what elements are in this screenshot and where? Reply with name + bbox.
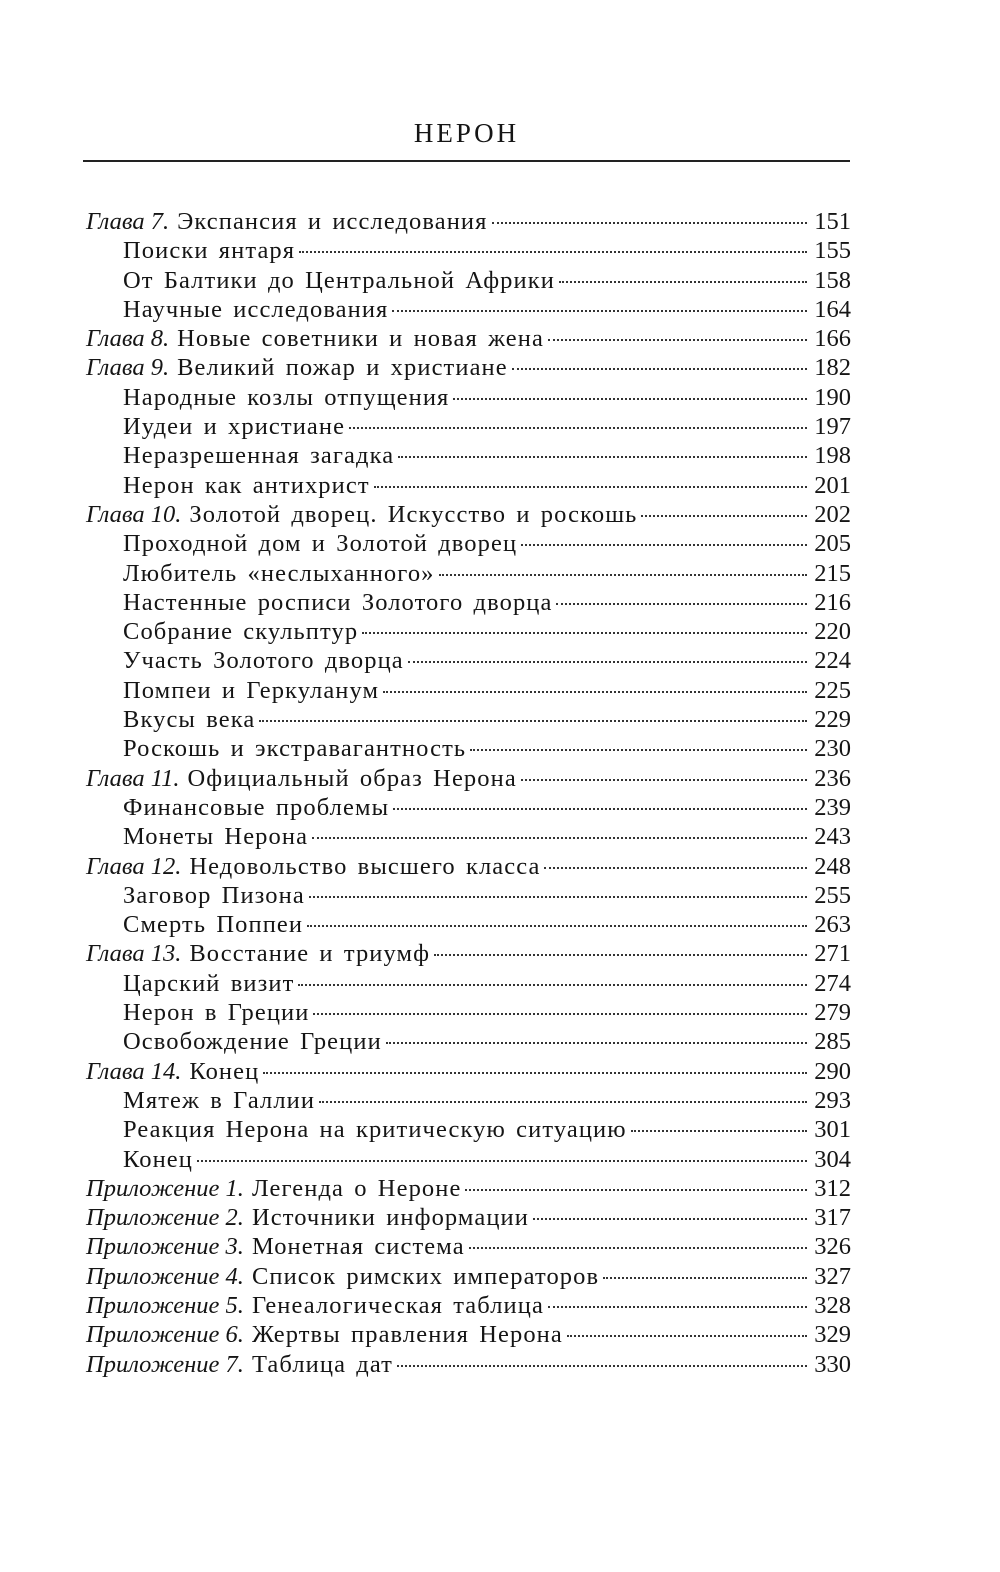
dot-leader [439,574,807,576]
toc-page-number: 328 [814,1291,851,1319]
toc-page-number: 230 [814,735,851,763]
toc-entry-title: Недовольство высшего класса [189,852,541,880]
toc-subentry [86,646,851,675]
toc-entry [86,1203,851,1232]
toc-subentry [86,383,851,412]
dot-leader [392,310,807,312]
dot-leader [408,661,807,663]
dot-leader [548,1306,807,1308]
dot-leader [299,251,807,253]
toc-subentry [86,1086,851,1115]
toc-entry-prefix: Глава 9. [86,354,170,382]
toc-page-number: 271 [814,940,851,968]
toc-page-number: 164 [814,295,851,323]
toc-entry-prefix: Глава 14. [86,1057,182,1085]
toc-entry [86,1057,851,1086]
toc-entry [86,939,851,968]
toc-entry-title: Неразрешенная загадка [123,442,395,470]
toc-page-number: 224 [814,647,851,675]
toc-entry [86,500,851,529]
toc-entry-title: Настенные росписи Золотого дворца [123,588,553,616]
toc-subentry [86,881,851,910]
toc-entry-title: Великий пожар и христиане [177,354,508,382]
toc-entry-prefix: Приложение 2. [86,1204,244,1232]
toc-page-number: 279 [814,999,851,1027]
dot-leader [383,691,807,693]
toc-page-number: 215 [814,559,851,587]
toc-entry-title: Монетная система [251,1233,465,1261]
toc-page-number: 304 [814,1145,851,1173]
toc-entry-prefix: Глава 7. [86,208,170,235]
toc-entry-title: Освобождение Греции [123,1028,382,1056]
toc-entry-title: Нерон в Греции [123,999,310,1027]
toc-entry-prefix: Глава 12. [86,852,182,880]
toc-subentry [86,969,851,998]
toc-entry [86,852,851,881]
toc-entry-title: Собрание скульптур [123,618,359,646]
toc-entry-title: Народные козлы отпущения [123,383,450,411]
table-of-contents [86,207,851,1379]
dot-leader [312,837,807,839]
page-title: НЕРОН [413,118,520,148]
toc-entry [86,764,851,793]
toc-entry-title: Смерть Поппеи [123,911,304,939]
toc-page-number: 274 [814,969,851,997]
toc-subentry [86,793,851,822]
toc-entry-prefix: Приложение 5. [86,1291,244,1319]
toc-page-number: 329 [814,1321,851,1349]
toc-entry-title: Генеалогическая таблица [251,1291,544,1319]
toc-page-number: 317 [814,1204,851,1232]
toc-entry-prefix: Глава 10. [86,500,182,528]
dot-leader [559,281,807,283]
toc-page-number: 190 [814,383,851,411]
dot-leader [319,1101,807,1103]
dot-leader [453,398,807,400]
dot-leader [307,925,807,927]
dot-leader [313,1013,807,1015]
toc-entry-title: Научные исследования [123,295,389,323]
toc-page-number: 330 [814,1350,851,1378]
toc-page-number: 202 [814,500,851,528]
toc-subentry [86,441,851,470]
toc-entry [86,207,851,236]
toc-subentry [86,412,851,441]
toc-entry-title: Жертвы правления Нерона [251,1321,563,1349]
toc-entry-title: Участь Золотого дворца [123,647,404,675]
dot-leader [263,1072,807,1074]
toc-subentry [86,266,851,295]
toc-subentry [86,588,851,617]
toc-subentry [86,998,851,1027]
dot-leader [349,427,807,429]
toc-page-number: 312 [814,1174,851,1202]
dot-leader [398,456,807,458]
dot-leader [521,779,807,781]
toc-entry-title: Официальный образ Нерона [187,764,517,792]
toc-entry-title: Золотой дворец. Искусство и роскошь [189,500,638,528]
dot-leader [603,1277,807,1279]
toc-page-number: 198 [814,442,851,470]
dot-leader [641,515,807,517]
toc-entry-prefix: Приложение 1. [86,1174,244,1202]
toc-entry-title: Нерон как антихрист [123,471,370,499]
toc-page-number: 201 [814,471,851,499]
dot-leader [259,720,807,722]
toc-entry-title: Восстание и триумф [189,940,431,968]
toc-entry-title: Финансовые проблемы [123,793,390,821]
toc-entry-title: Мятеж в Галлии [123,1086,316,1114]
dot-leader [362,632,807,634]
toc-page-number: 220 [814,618,851,646]
toc-entry-title: Конец [123,1145,193,1173]
toc-entry [86,353,851,382]
toc-page-number: 236 [814,764,851,792]
toc-entry-title: Поиски янтаря [123,237,296,265]
dot-leader [533,1218,807,1220]
toc-entry-title: Роскошь и экстравагантность [123,735,467,763]
toc-entry-title: Реакция Нерона на критическую ситуацию [123,1116,627,1144]
dot-leader [492,222,807,224]
toc-page-number: 285 [814,1028,851,1056]
toc-entry-prefix: Приложение 7. [86,1350,244,1378]
toc-entry-title: Источники информации [251,1204,529,1232]
toc-page-number: 248 [814,852,851,880]
toc-subentry [86,295,851,324]
toc-entry-title: Помпеи и Геркуланум [123,676,380,704]
toc-entry [86,1350,851,1379]
toc-page-number: 216 [814,588,851,616]
toc-entry-prefix: Глава 8. [86,325,170,353]
toc-entry-prefix: Приложение 6. [86,1321,244,1349]
dot-leader [309,896,807,898]
dot-leader [397,1365,807,1367]
toc-entry-title: Монеты Нерона [123,823,309,851]
toc-subentry [86,559,851,588]
toc-page-number: 155 [814,237,851,265]
toc-page-number: 290 [814,1057,851,1085]
toc-subentry [86,617,851,646]
toc-subentry [86,236,851,265]
toc-page-number: 327 [814,1262,851,1290]
dot-leader [470,749,807,751]
toc-entry-title: Вкусы века [123,706,256,734]
toc-entry [86,1291,851,1320]
dot-leader [393,808,807,810]
toc-page-number: 229 [814,706,851,734]
toc-entry [86,1262,851,1291]
dot-leader [386,1042,807,1044]
dot-leader [298,984,807,986]
toc-page-number: 225 [814,676,851,704]
toc-subentry [86,1027,851,1056]
toc-entry-title: Таблица дат [251,1350,393,1378]
dot-leader [374,486,807,488]
toc-entry-title: Иудеи и христиане [123,413,346,441]
toc-page-number: 239 [814,793,851,821]
toc-page-number: 166 [814,325,851,353]
toc-page-number: 182 [814,354,851,382]
toc-subentry [86,734,851,763]
toc-entry-title: Царский визит [123,969,295,997]
toc-subentry [86,471,851,500]
toc-entry [86,1320,851,1349]
toc-entry-title: Любитель «неслыханного» [123,559,435,587]
dot-leader [631,1130,807,1132]
toc-entry-prefix: Глава 13. [86,940,182,968]
toc-page-number: 158 [814,266,851,294]
toc-subentry [86,1115,851,1144]
toc-page-number: 197 [814,413,851,441]
toc-entry-prefix: Приложение 3. [86,1233,244,1261]
dot-leader [544,867,807,869]
toc-subentry [86,705,851,734]
dot-leader [434,954,807,956]
toc-subentry [86,910,851,939]
toc-subentry [86,676,851,705]
toc-entry-title: Новые советники и новая жена [177,325,544,353]
toc-subentry [86,822,851,851]
toc-entry-title: Легенда о Нероне [251,1174,462,1202]
dot-leader [567,1335,807,1337]
toc-page-number: 205 [814,530,851,558]
toc-page-number: 326 [814,1233,851,1261]
page-header [83,116,850,162]
toc-subentry [86,529,851,558]
dot-leader [548,339,807,341]
toc-page-number: 243 [814,823,851,851]
dot-leader [556,603,807,605]
toc-entry-prefix: Приложение 4. [86,1262,244,1290]
toc-entry-title: От Балтики до Центральной Африки [123,266,555,294]
toc-page-number: 263 [814,911,851,939]
toc-entry-title: Экспансия и исследования [177,208,488,235]
toc-subentry [86,1145,851,1174]
toc-page-number: 293 [814,1086,851,1114]
dot-leader [197,1160,807,1162]
toc-entry [86,324,851,353]
toc-entry-title: Заговор Пизона [123,881,305,909]
toc-entry [86,1232,851,1261]
toc-page-number: 255 [814,881,851,909]
toc-entry-title: Проходной дом и Золотой дворец [123,530,518,558]
toc-entry-title: Список римских императоров [251,1262,600,1290]
dot-leader [469,1247,807,1249]
dot-leader [521,544,807,546]
toc-entry [86,1174,851,1203]
toc-entry-title: Конец [189,1057,260,1085]
toc-entry-prefix: Глава 11. [86,764,180,792]
dot-leader [512,368,807,370]
toc-page-number: 301 [814,1116,851,1144]
dot-leader [465,1189,807,1191]
toc-page-number: 151 [814,208,851,235]
